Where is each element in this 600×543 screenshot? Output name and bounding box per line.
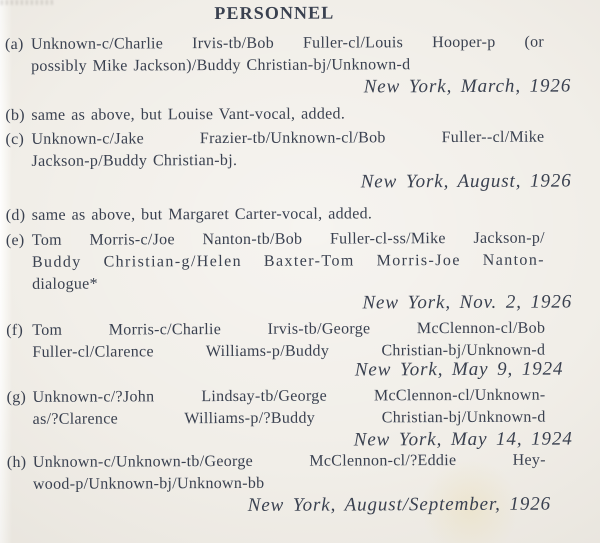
personnel-entry-g: [7, 385, 573, 453]
personnel-entry-c: [5, 127, 571, 195]
entry-line: same as above, but Louise Vant-vocal, added.: [31, 105, 346, 124]
entry-line: Buddy Christian-g/Helen Baxter-Tom Morris-Joe Nanton-: [31, 251, 545, 271]
personnel-entry-e: [6, 228, 572, 316]
entry-line: possibly Mike Jackson)/Buddy Christian-bj/Unknown-d: [31, 56, 411, 75]
entry-label: (d): [5, 206, 26, 224]
session-date: New York, August/September, 1926: [247, 493, 552, 516]
entry-line: Jackson-p/Buddy Christian-bj.: [31, 151, 238, 170]
entry-line: as/?Clarence Williams-p/?Buddy Christian-bj/Unknown-d: [32, 408, 546, 428]
entry-line: Unknown-c/?John Lindsay-tb/George McClennon-cl/Unknown-: [32, 386, 546, 406]
session-date: New York, Nov. 2, 1926: [362, 291, 573, 314]
entry-label: (f): [6, 321, 24, 339]
entry-line: Fuller-cl/Clarence Williams-p/Buddy Christian-bj/Unknown-d: [32, 341, 546, 361]
session-date: New York, May 14, 1924: [353, 428, 573, 451]
entry-label: (g): [6, 388, 27, 406]
session-date: New York, March, 1926: [363, 75, 572, 98]
entry-line: Unknown-c/Charlie Irvis-tb/Bob Fuller-cl/Louis Hooper-p (or: [30, 33, 545, 53]
personnel-entry-a: [5, 32, 571, 100]
personnel-entry-f: [6, 318, 572, 383]
entry-line: Unknown-c/Unknown-tb/George McClennon-cl/?Eddie Hey-: [32, 451, 546, 471]
entry-label: (a): [4, 35, 24, 53]
personnel-entry-h: [7, 450, 573, 518]
entry-line: Unknown-c/Jake Frazier-tb/Unknown-cl/Bob Fuller--cl/Mike: [31, 128, 545, 148]
personnel-entry-b: [5, 103, 571, 127]
entry-line: same as above, but Margaret Carter-vocal, added.: [31, 205, 373, 224]
session-date: New York, August, 1926: [360, 170, 572, 193]
session-date: New York, May 9, 1924: [354, 358, 564, 381]
entry-line: Tom Morris-c/Charlie Irvis-tb/George McClennon-cl/Bob: [32, 319, 546, 339]
entry-line: Tom Morris-c/Joe Nanton-tb/Bob Fuller-cl-ss/Mike Jackson-p/: [31, 229, 545, 249]
entry-label: (c): [5, 130, 25, 148]
personnel-entry-d: [6, 203, 572, 227]
page-title: PERSONNEL: [214, 2, 335, 24]
entry-line: wood-p/Unknown-bj/Unknown-bb: [32, 474, 265, 493]
entry-line: dialogue*: [32, 275, 98, 293]
entry-label: (b): [5, 106, 25, 124]
entry-label: (h): [6, 453, 27, 471]
entry-label: (e): [5, 231, 25, 249]
